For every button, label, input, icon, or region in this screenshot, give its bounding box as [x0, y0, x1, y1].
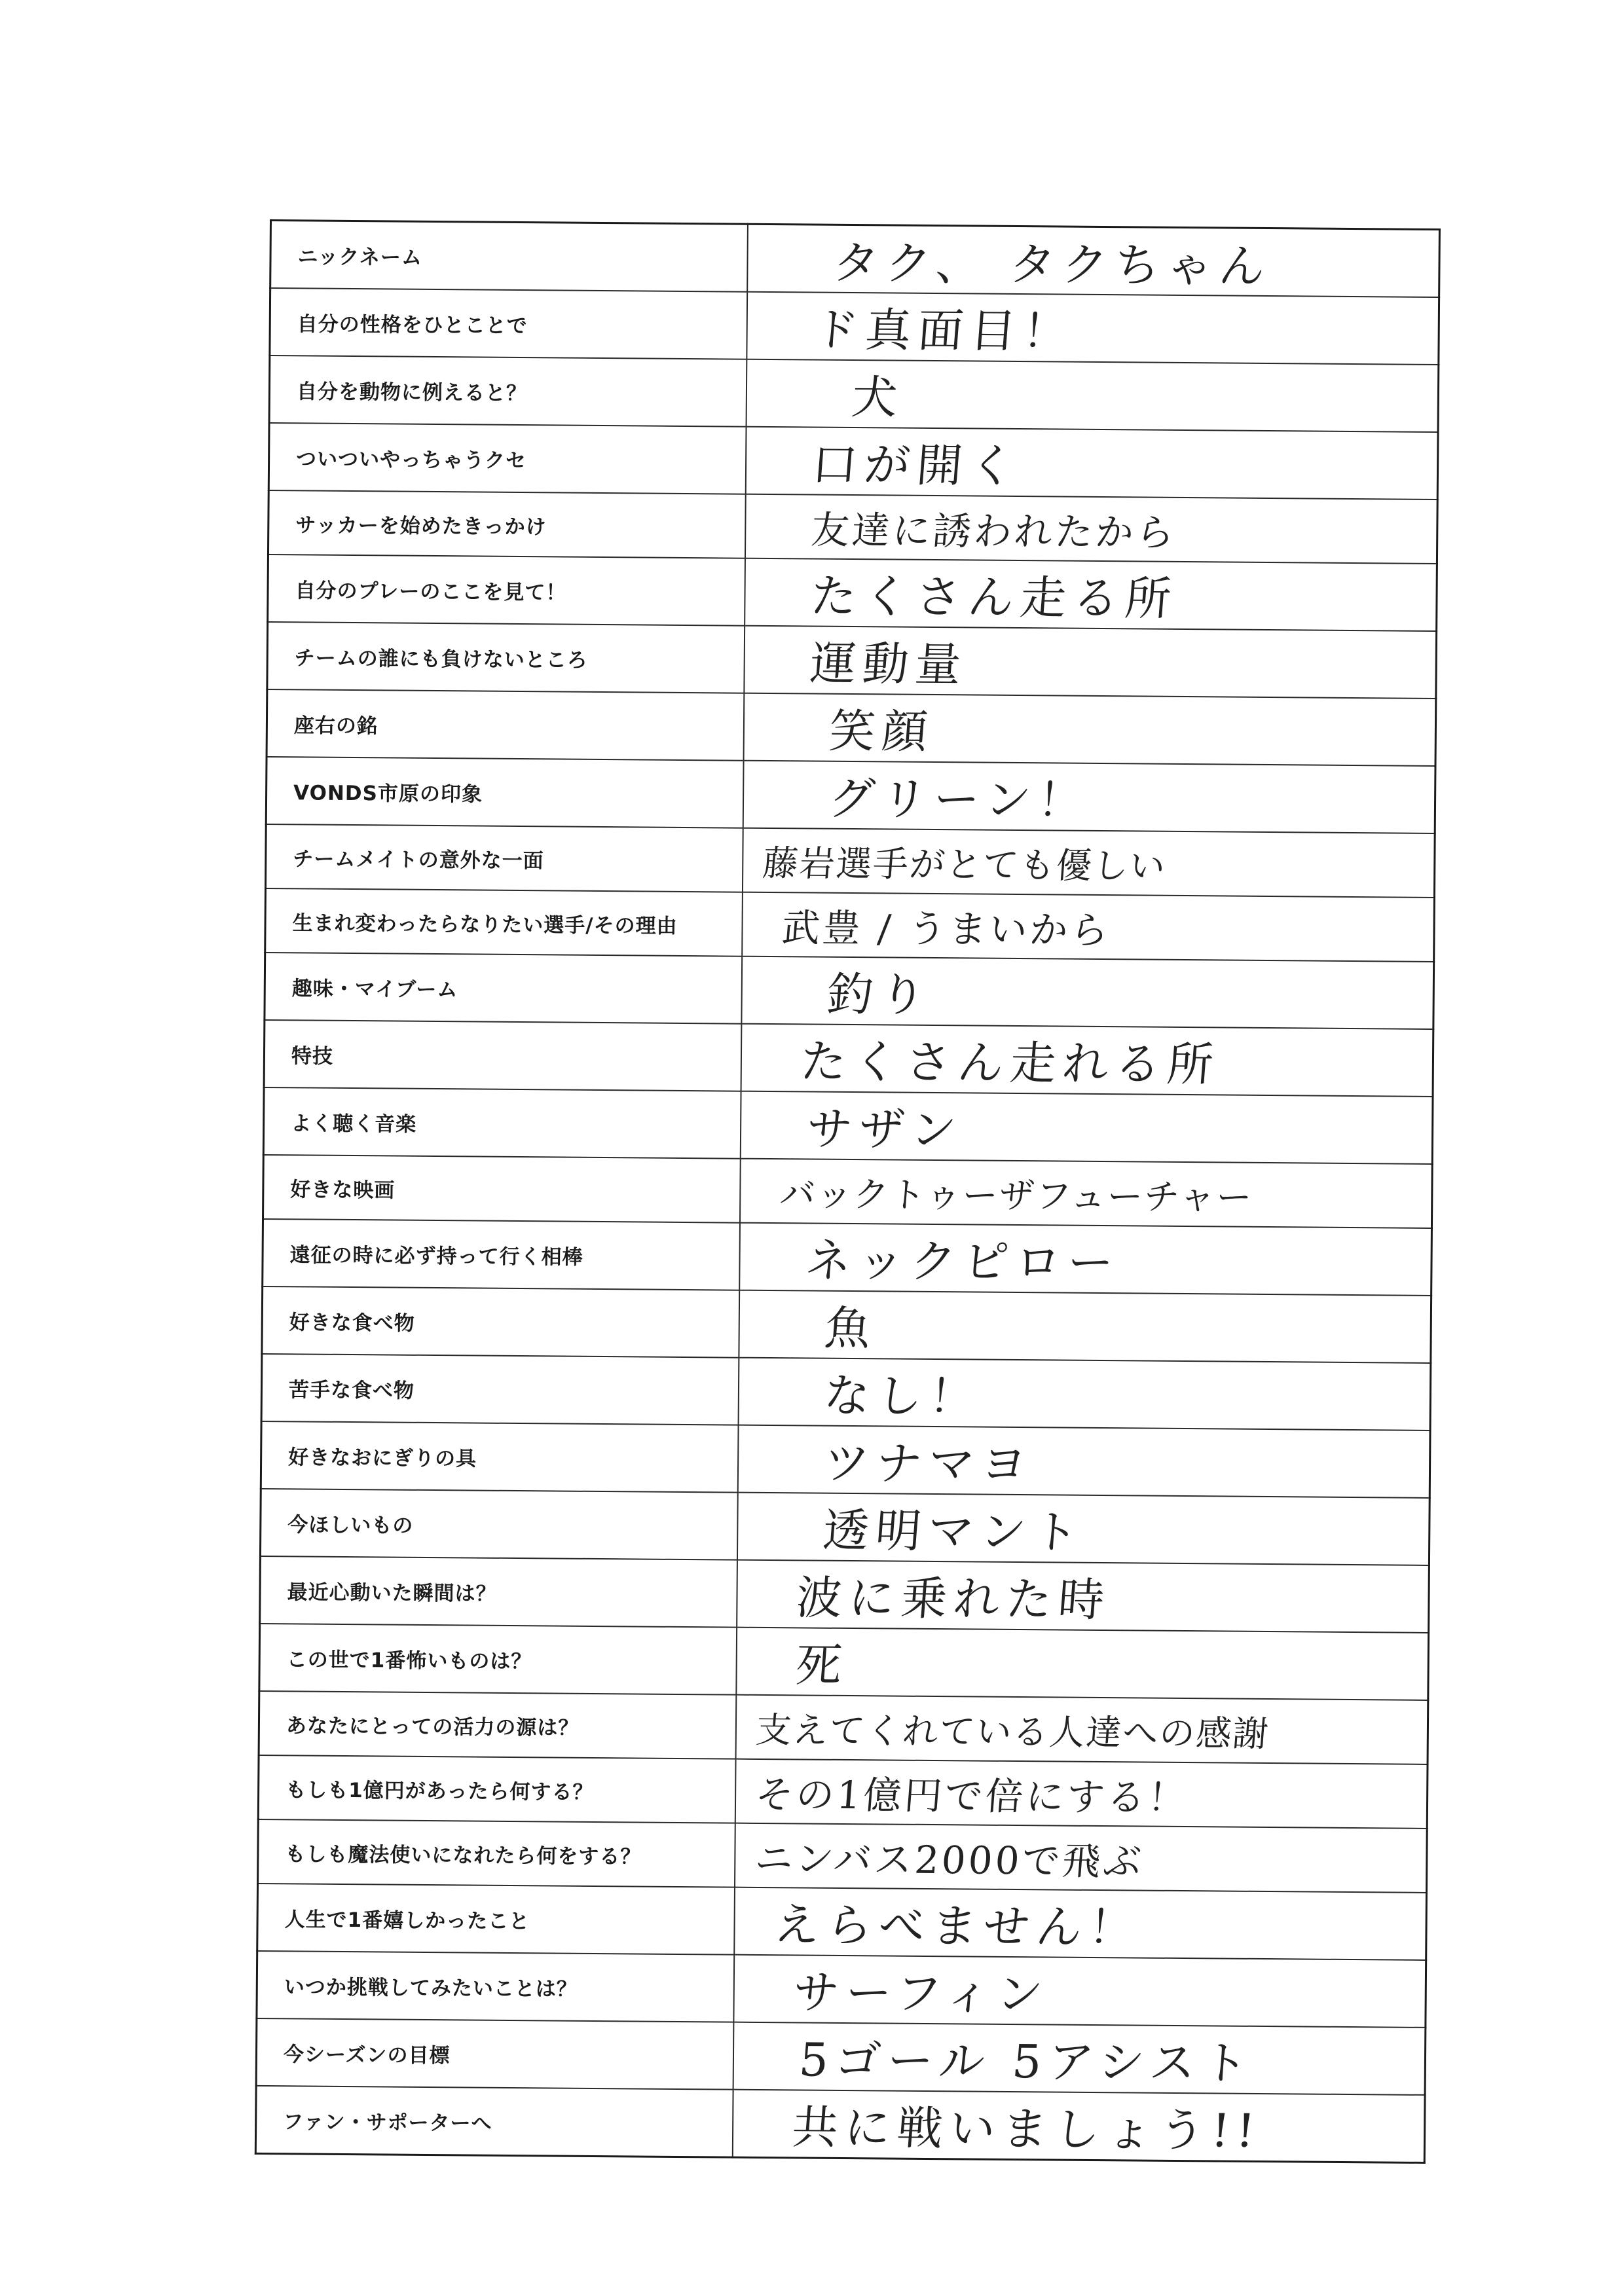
question-cell: 自分の性格をひとことで — [270, 288, 747, 359]
table-row — [269, 355, 1439, 432]
question-cell: チームの誰にも負けないところ — [267, 622, 745, 693]
table-row — [263, 1087, 1433, 1164]
table-row — [268, 555, 1437, 631]
table-row — [258, 1755, 1428, 1829]
answer-cell: 魚 — [737, 1290, 1433, 1363]
table-row — [267, 689, 1436, 766]
answer-cell: えらべません！ — [732, 1887, 1429, 1960]
answer-cell: その1億円で倍にする！ — [733, 1759, 1430, 1829]
answer-cell: 5ゴール 5アシスト — [731, 2022, 1428, 2095]
answer-cell: 友達に誘われたから — [743, 494, 1440, 564]
answer-cell: グリーン！ — [741, 761, 1437, 833]
answer-cell: サーフィン — [731, 1955, 1428, 2028]
answer-cell: ツナマヨ — [735, 1425, 1432, 1498]
answer-cell: 武豊 / うまいから — [740, 892, 1437, 962]
table-row — [259, 1691, 1428, 1764]
question-cell: ファン・サポーターへ — [255, 2086, 733, 2157]
answer-cell: 藤岩選手がとても優しい — [741, 828, 1437, 898]
answer-cell: ネックピロー — [737, 1223, 1434, 1296]
table-row — [266, 757, 1435, 833]
answer-cell: サザン — [738, 1091, 1435, 1164]
answer-cell: ド真面目！ — [745, 292, 1441, 365]
question-cell: 今ほしいもの — [260, 1489, 737, 1560]
question-cell: もしも1億円があったら何する？ — [258, 1755, 735, 1823]
table-row — [257, 1884, 1427, 1960]
question-cell: ニックネーム — [270, 221, 748, 292]
answer-cell: バックトゥーザフューチャー — [738, 1159, 1435, 1228]
profile-sheet — [255, 219, 1324, 2158]
answer-cell: 支えてくれている人達への感謝 — [733, 1695, 1430, 1764]
answer-cell: 口が開く — [743, 427, 1440, 500]
question-cell: 趣味・マイブーム — [265, 953, 742, 1024]
question-cell: もしも魔法使いになれたら何をする？ — [258, 1819, 735, 1887]
table-row — [259, 1624, 1429, 1700]
table-row — [261, 1354, 1431, 1430]
table-row — [257, 1951, 1426, 2028]
table-row — [262, 1286, 1431, 1363]
table-row — [260, 1556, 1430, 1633]
question-cell: 好きな映画 — [263, 1155, 741, 1223]
answer-cell: 波に乗れた時 — [735, 1560, 1431, 1633]
answer-cell: たくさん走れる所 — [739, 1024, 1435, 1097]
question-cell: サッカーを始めたきっかけ — [268, 490, 745, 558]
table-row — [263, 1155, 1433, 1228]
question-cell: 好きなおにぎりの具 — [261, 1421, 738, 1493]
table-row — [256, 2018, 1426, 2095]
answer-cell: なし！ — [736, 1358, 1433, 1430]
table-row — [263, 1219, 1432, 1296]
question-cell: 最近心動いた瞬間は？ — [260, 1556, 737, 1628]
question-cell: 苦手な食べ物 — [261, 1354, 739, 1425]
table-row — [270, 288, 1439, 365]
table-row — [268, 490, 1437, 564]
answer-cell: 犬 — [744, 359, 1441, 432]
question-cell: チームメイトの意外な一面 — [265, 824, 743, 892]
table-row — [264, 1020, 1433, 1097]
answer-cell: たくさん走る所 — [743, 558, 1439, 631]
table-row — [260, 1489, 1430, 1565]
answer-cell: 透明マント — [735, 1493, 1431, 1565]
profile-table — [255, 219, 1441, 2164]
question-cell: 人生で1番嬉しかったこと — [257, 1884, 735, 1955]
question-cell: 座右の銘 — [267, 689, 744, 761]
table-row — [265, 953, 1434, 1029]
question-cell: 自分のプレーのここを見て！ — [268, 555, 745, 626]
answer-cell: 運動量 — [742, 626, 1439, 699]
table-row — [265, 824, 1435, 898]
question-cell: 好きな食べ物 — [262, 1286, 739, 1358]
question-cell: あなたにとっての活力の源は？ — [259, 1691, 736, 1759]
question-cell: 生まれ変わったらなりたい選手/その理由 — [265, 888, 743, 957]
table-row — [267, 622, 1437, 699]
question-cell: よく聴く音楽 — [263, 1087, 741, 1159]
question-cell: 今シーズンの目標 — [256, 2018, 733, 2090]
question-cell: VONDS市原の印象 — [266, 757, 743, 828]
answer-cell: 笑顔 — [741, 693, 1438, 766]
question-cell: いつか挑戦してみたいことは？ — [257, 1951, 734, 2022]
answer-cell: タク、 タクちゃん — [745, 224, 1443, 297]
table-row — [265, 888, 1435, 962]
answer-cell: 共に戦いましょう!! — [730, 2090, 1428, 2163]
question-cell: 特技 — [264, 1020, 741, 1091]
table-row — [255, 2086, 1425, 2163]
table-row — [261, 1421, 1430, 1498]
question-cell: ついついやっちゃうクセ — [268, 423, 746, 494]
answer-cell: 死 — [734, 1628, 1431, 1700]
table-row — [270, 221, 1440, 298]
question-cell: この世で1番怖いものは？ — [259, 1624, 737, 1695]
question-cell: 遠征の時に必ず持って行く相棒 — [263, 1219, 740, 1290]
answer-cell: 釣り — [739, 957, 1436, 1029]
table-row — [268, 423, 1438, 500]
table-row — [258, 1819, 1428, 1893]
question-cell: 自分を動物に例えると？ — [269, 355, 747, 427]
answer-cell: ニンバス2000で飛ぶ — [733, 1823, 1430, 1893]
